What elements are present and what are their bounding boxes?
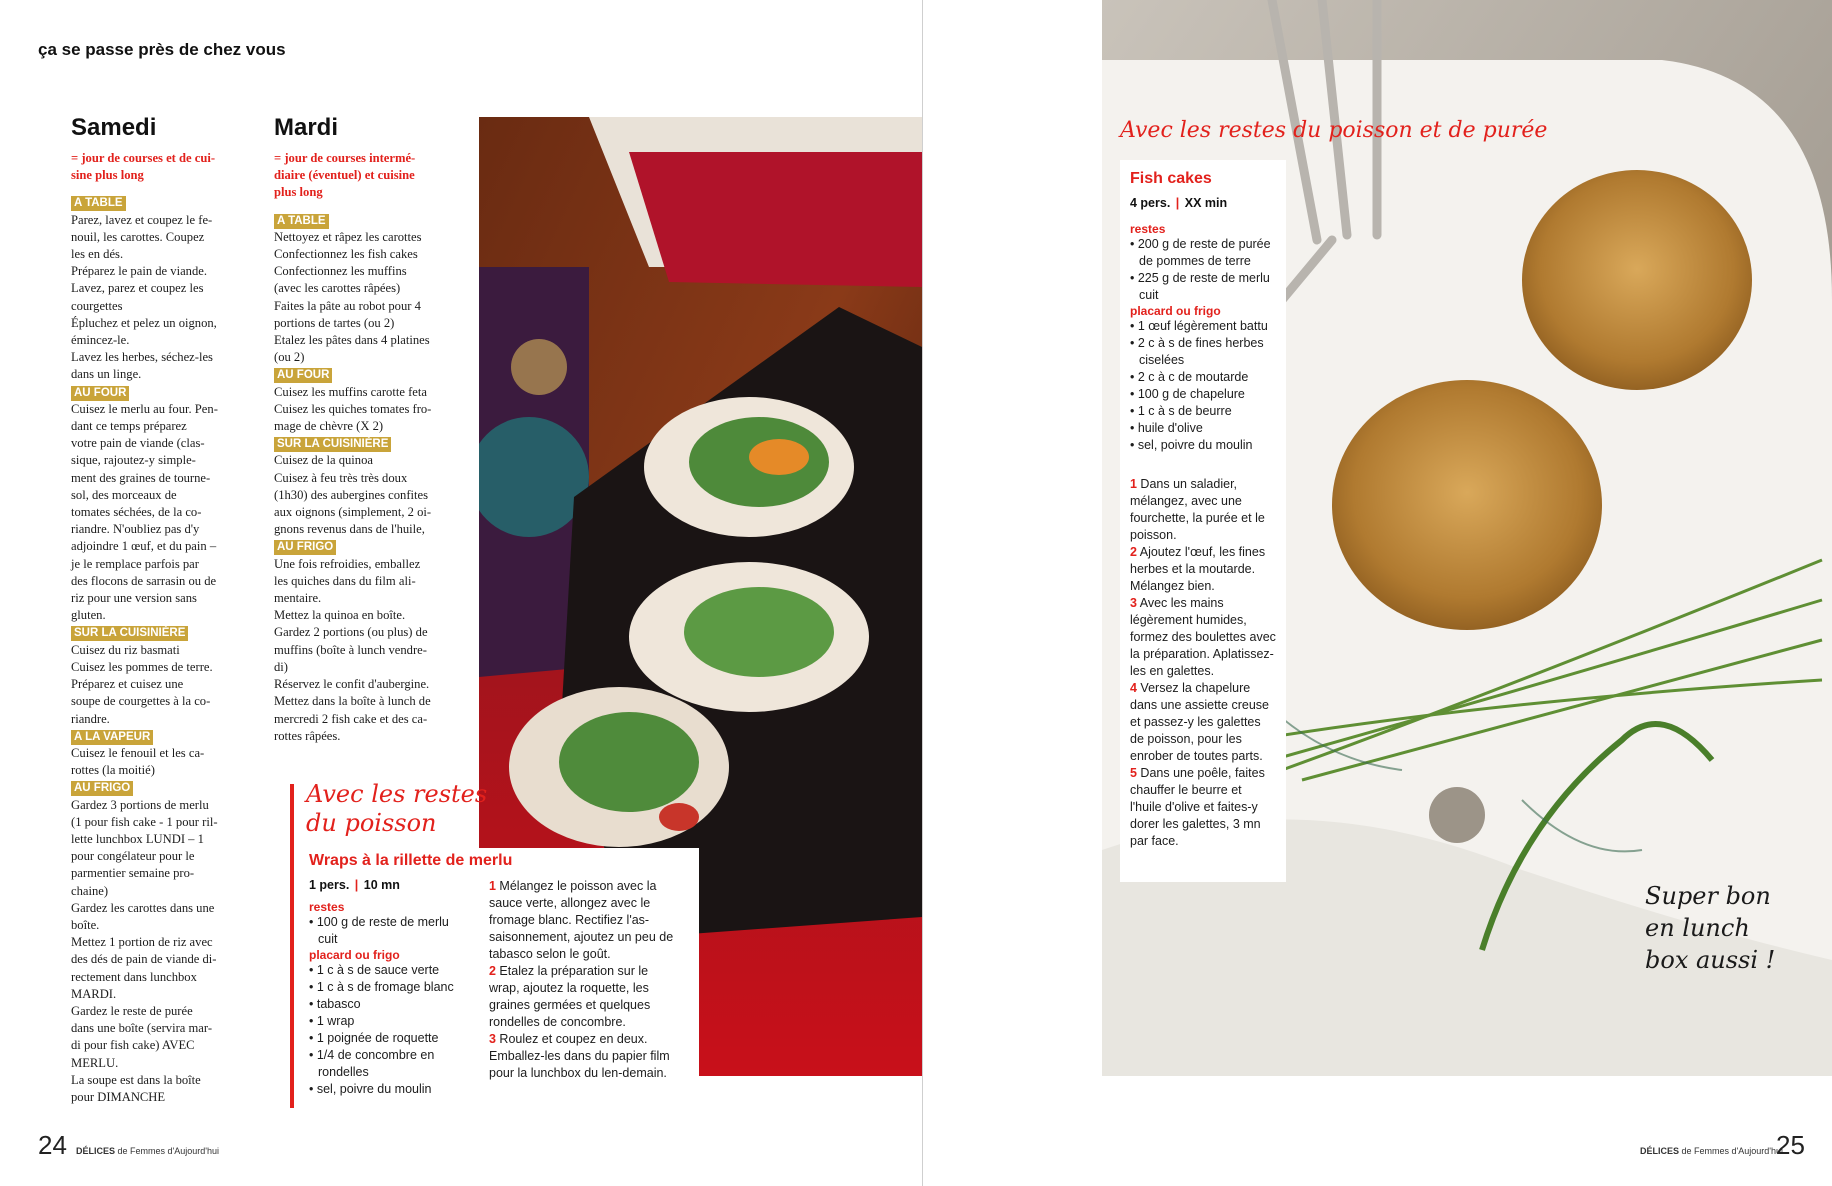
wraps-meta xyxy=(309,878,469,892)
mardi-text-line: les quiches dans du film ali- xyxy=(274,573,416,588)
mardi-text-line: Etalez les pâtes dans 4 platines xyxy=(274,333,430,348)
samedi-text-line: Gardez les carottes dans une xyxy=(71,900,215,915)
fishcakes-ingredient: • 2 c à c de moutarde xyxy=(1130,370,1249,384)
samedi-text-line: Mettez 1 portion de riz avec xyxy=(71,935,213,950)
samedi-text-line: parmentier semaine pro- xyxy=(71,866,195,881)
samedi-text-line: riandre. xyxy=(71,711,110,726)
samedi-text-line: sol, des morceaux de xyxy=(71,487,177,502)
handwritten-line: Super bon xyxy=(1645,882,1771,910)
wraps-steps xyxy=(489,878,679,1098)
samedi-text-line: Cuisez les pommes de terre. xyxy=(71,659,213,674)
samedi-text-line: Lavez, parez et coupez les xyxy=(71,281,204,296)
samedi-text-line: gluten. xyxy=(71,608,106,623)
samedi-category-tag: AU FOUR xyxy=(71,386,129,401)
mardi-text-line: Cuisez les quiches tomates fro- xyxy=(274,401,432,416)
wraps-step-text: Etalez la préparation sur le wrap, ajoutez la roquette, les graines germées et quelques rondelles de concombre. xyxy=(489,964,651,1029)
mardi-text-line: (avec les carottes râpées) xyxy=(274,281,401,296)
fishcakes-ingredient: • sel, poivre du moulin xyxy=(1130,438,1253,452)
fishcakes-ingredient: • 1 c à s de beurre xyxy=(1130,404,1232,418)
fishcakes-step-number: 1 xyxy=(1130,477,1137,491)
mardi-text-line: Confectionnez les fish cakes xyxy=(274,247,418,262)
wraps-script-heading xyxy=(306,780,487,838)
samedi-category-tag: A LA VAPEUR xyxy=(71,730,153,745)
mardi-text-line: (ou 2) xyxy=(274,350,305,365)
samedi-column xyxy=(71,114,236,1106)
fishcakes-script-title: Avec les restes du poisson et de purée xyxy=(1120,118,1548,143)
samedi-text-line: di pour fish cake) AVEC xyxy=(71,1038,195,1053)
fishcakes-step-text: Versez la chapelure dans une assiette creuse et passez-y les galettes de poisson, pour les enrober de toutes parts. xyxy=(1130,681,1269,763)
wraps-ingredient: • 1 c à s de fromage blanc xyxy=(309,980,454,994)
wraps-ingredient: • 100 g de reste de merlu cuit xyxy=(309,915,449,946)
samedi-text-line: adjoindre 1 œuf, et du pain – xyxy=(71,539,217,554)
samedi-text-line: Lavez les herbes, séchez-les xyxy=(71,350,213,365)
samedi-blocks xyxy=(71,194,236,1106)
fishcakes-placard-label: placard ou frigo xyxy=(1130,304,1221,318)
samedi-text-line: MARDI. xyxy=(71,986,117,1001)
handwritten-line: en lunch xyxy=(1645,914,1750,942)
handwritten-line: box aussi ! xyxy=(1645,946,1776,974)
mardi-text-line: Nettoyez et râpez les carottes xyxy=(274,229,422,244)
wraps-step xyxy=(489,963,679,1031)
mardi-intro-line: plus long xyxy=(274,185,323,200)
samedi-title: Samedi xyxy=(71,114,157,141)
fishcakes-restes-list xyxy=(1130,236,1276,304)
fishcakes-restes-label: restes xyxy=(1130,222,1166,236)
fishcakes-step xyxy=(1130,476,1276,544)
mardi-category-tag: AU FRIGO xyxy=(274,540,336,555)
wraps-ingredient: • tabasco xyxy=(309,997,361,1011)
wraps-ingredient: • 1 poignée de roquette xyxy=(309,1031,439,1045)
mardi-text-line: Faites la pâte au robot pour 4 xyxy=(274,298,421,313)
fishcakes-meta xyxy=(1130,196,1276,210)
right-magazine-name: DÉLICES de Femmes d'Aujourd'hui xyxy=(1640,1146,1784,1156)
samedi-text-line: Préparez le pain de viande. xyxy=(71,264,208,279)
samedi-text-line: lette lunchbox LUNDI – 1 xyxy=(71,831,204,846)
mardi-text-line: Confectionnez les muffins xyxy=(274,264,407,279)
fishcakes-step-text: Dans un saladier, mélangez, avec une fourchette, la purée et le poisson. xyxy=(1130,477,1265,542)
wraps-ingredient: • 1 c à s de sauce verte xyxy=(309,963,440,977)
wraps-step xyxy=(489,1031,679,1082)
mardi-text-line: Une fois refroidies, emballez xyxy=(274,556,421,571)
fishcakes-step-text: Avec les mains légèrement humides, formez des boulettes avec la préparation. Aplatissez-les en galettes. xyxy=(1130,596,1276,678)
mardi-category-tag: A TABLE xyxy=(274,214,329,229)
fishcakes-step xyxy=(1130,595,1276,680)
fishcakes-step-number: 3 xyxy=(1130,596,1137,610)
samedi-text-line: des dés de pain de viande di- xyxy=(71,952,217,967)
fishcakes-ingredient: • 225 g de reste de merlu cuit xyxy=(1130,271,1270,302)
mardi-title: Mardi xyxy=(274,114,339,141)
samedi-text-line: riz pour une version sans xyxy=(71,591,197,606)
samedi-text-line: dant ce temps préparez xyxy=(71,419,187,434)
fishcakes-placard-list xyxy=(1130,318,1276,454)
mardi-text-line: Mettez dans la boîte à lunch de xyxy=(274,694,431,709)
wraps-card xyxy=(297,848,699,1108)
wraps-red-rule xyxy=(290,784,294,1108)
fishcakes-title: Fish cakes xyxy=(1130,170,1212,187)
mardi-text-line: rottes râpées. xyxy=(274,728,341,743)
wraps-placard-label: placard ou frigo xyxy=(309,948,400,962)
samedi-text-line: des flocons de sarrasin ou de xyxy=(71,573,217,588)
samedi-intro-line: = jour de courses et de cui- xyxy=(71,151,216,165)
samedi-text-line: Cuisez le fenouil et les ca- xyxy=(71,745,205,760)
samedi-text-line: Préparez et cuisez une xyxy=(71,677,184,692)
samedi-text-line: ment des graines de tourne- xyxy=(71,470,211,485)
wraps-restes-list xyxy=(309,914,469,948)
samedi-text-line: je le remplace parfois par xyxy=(71,556,199,571)
samedi-category-tag: AU FRIGO xyxy=(71,781,133,796)
mardi-intro xyxy=(274,150,444,202)
mardi-text-line: mercredi 2 fish cake et des ca- xyxy=(274,711,428,726)
mardi-column xyxy=(274,114,444,745)
fishcakes-ingredient: • 1 œuf légèrement battu xyxy=(1130,319,1268,333)
fishcakes-step-text: Ajoutez l'œuf, les fines herbes et la moutarde. Mélangez bien. xyxy=(1130,545,1266,593)
wraps-step-text: Roulez et coupez en deux. Emballez-les dans du papier film pour la lunchbox du len-demain. xyxy=(489,1032,670,1080)
fishcakes-step-number: 2 xyxy=(1130,545,1137,559)
mardi-text-line: Gardez 2 portions (ou plus) de xyxy=(274,625,428,640)
wraps-step-number: 1 xyxy=(489,879,496,893)
fishcakes-step-number: 4 xyxy=(1130,681,1137,695)
samedi-category-tag: A TABLE xyxy=(71,196,126,211)
mardi-text-line: mage de chèvre (X 2) xyxy=(274,419,384,434)
wraps-ingredient: • sel, poivre du moulin xyxy=(309,1082,432,1096)
wraps-step-number: 2 xyxy=(489,964,496,978)
wraps-placard-list xyxy=(309,962,469,1098)
samedi-text-line: (1 pour fish cake - 1 pour ril- xyxy=(71,814,218,829)
wraps-time: 10 mn xyxy=(363,878,400,892)
fishcakes-ingredient: • 200 g de reste de purée de pommes de terre xyxy=(1130,237,1271,268)
wraps-step xyxy=(489,878,679,963)
mardi-text-line: Cuisez de la quinoa xyxy=(274,453,373,468)
left-page-number: 24 xyxy=(38,1130,67,1160)
wraps-title: Wraps à la rillette de merlu xyxy=(309,852,513,869)
samedi-text-line: Cuisez le merlu au four. Pen- xyxy=(71,401,218,416)
fishcakes-ingredient: • 2 c à s de fines herbes ciselées xyxy=(1130,336,1264,367)
mardi-text-line: Cuisez à feu très très doux xyxy=(274,470,408,485)
wraps-restes-label: restes xyxy=(309,900,345,914)
wraps-sep: | xyxy=(354,878,359,892)
samedi-text-line: tomates séchées, de la co- xyxy=(71,505,202,520)
samedi-text-line: sique, rajoutez-y simple- xyxy=(71,453,196,468)
wraps-ingredient: • 1 wrap xyxy=(309,1014,355,1028)
samedi-text-line: les en dés. xyxy=(71,247,124,262)
fishcakes-ingredient: • 100 g de chapelure xyxy=(1130,387,1245,401)
mardi-text-line: aux oignons (simplement, 2 oi- xyxy=(274,505,432,520)
samedi-intro-line: sine plus long xyxy=(71,168,144,183)
handwritten-note xyxy=(1645,880,1775,976)
samedi-text-line: rottes (la moitié) xyxy=(71,763,155,778)
fishcakes-step-text: Dans une poêle, faites chauffer le beurre et l'huile d'olive et faites-y dorer les galettes, 3 mn par face. xyxy=(1130,766,1265,848)
samedi-text-line: Gardez le reste de purée xyxy=(71,1003,193,1018)
samedi-text-line: La soupe est dans la boîte xyxy=(71,1072,201,1087)
samedi-text-line: MERLU. xyxy=(71,1055,119,1070)
samedi-text-line: pour congélateur pour le xyxy=(71,849,195,864)
mardi-text-line: Réservez le confit d'aubergine. xyxy=(274,677,430,692)
mardi-blocks xyxy=(274,212,444,745)
samedi-text-line: votre pain de viande (clas- xyxy=(71,436,205,451)
fishcakes-step xyxy=(1130,544,1276,595)
left-magazine-name: DÉLICES de Femmes d'Aujourd'hui xyxy=(76,1146,220,1156)
samedi-text-line: Gardez 3 portions de merlu xyxy=(71,797,209,812)
samedi-text-line: chaine) xyxy=(71,883,109,898)
wraps-servings: 1 pers. xyxy=(309,878,350,892)
wraps-step-text: Mélangez le poisson avec la sauce verte, allongez avec le fromage blanc. Rectifiez l'as-saisonnement, ajoutez un peu de tabasco selon le goût. xyxy=(489,879,674,961)
mardi-text-line: Mettez la quinoa en boîte. xyxy=(274,608,406,623)
fishcakes-step xyxy=(1130,765,1276,850)
mardi-category-tag: AU FOUR xyxy=(274,368,332,383)
samedi-text-line: riandre. N'oubliez pas d'y xyxy=(71,522,200,537)
mardi-text-line: mentaire. xyxy=(274,591,322,606)
fishcakes-ingredient: • huile d'olive xyxy=(1130,421,1203,435)
samedi-category-tag: SUR LA CUISINIÈRE xyxy=(71,626,188,641)
wraps-script-line1: Avec les restes xyxy=(306,780,488,808)
fishcakes-time: XX min xyxy=(1184,196,1228,210)
samedi-text-line: dans un linge. xyxy=(71,367,142,382)
samedi-text-line: Cuisez du riz basmati xyxy=(71,642,180,657)
mardi-text-line: portions de tartes (ou 2) xyxy=(274,315,395,330)
samedi-intro xyxy=(71,150,236,184)
mardi-category-tag: SUR LA CUISINIÈRE xyxy=(274,437,391,452)
fishcakes-card xyxy=(1120,160,1286,882)
samedi-text-line: Épluchez et pelez un oignon, xyxy=(71,315,217,330)
mardi-text-line: (1h30) des aubergines confites xyxy=(274,487,428,502)
wraps-ingredients xyxy=(309,878,469,1098)
mardi-text-line: Cuisez les muffins carotte feta xyxy=(274,384,427,399)
fishcakes-step-number: 5 xyxy=(1130,766,1137,780)
wraps-ingredient: • 1/4 de concombre en rondelles xyxy=(309,1048,435,1079)
samedi-text-line: boîte. xyxy=(71,917,100,932)
page-gutter xyxy=(922,0,923,1186)
mardi-text-line: di) xyxy=(274,659,288,674)
samedi-text-line: émincez-le. xyxy=(71,333,130,348)
wraps-step-number: 3 xyxy=(489,1032,496,1046)
fishcakes-servings: 4 pers. xyxy=(1130,196,1171,210)
fishcakes-step xyxy=(1130,680,1276,765)
mardi-text-line: gnons revenus dans de l'huile, xyxy=(274,522,425,537)
mardi-intro-line: diaire (éventuel) et cuisine xyxy=(274,168,415,183)
samedi-text-line: pour DIMANCHE xyxy=(71,1089,166,1104)
fishcakes-steps xyxy=(1130,476,1276,850)
samedi-text-line: courgettes xyxy=(71,298,123,313)
samedi-text-line: soupe de courgettes à la co- xyxy=(71,694,211,709)
wraps-script-line2: du poisson xyxy=(306,809,437,837)
right-page-number: 25 xyxy=(1776,1130,1805,1160)
section-label: ça se passe près de chez vous xyxy=(38,40,286,59)
mardi-intro-line: = jour de courses intermé- xyxy=(274,151,416,165)
fishcakes-sep: | xyxy=(1175,196,1180,210)
samedi-text-line: rectement dans lunchbox xyxy=(71,969,197,984)
samedi-text-line: Parez, lavez et coupez le fe- xyxy=(71,212,213,227)
samedi-text-line: dans une boîte (servira mar- xyxy=(71,1021,213,1036)
samedi-text-line: nouil, les carottes. Coupez xyxy=(71,229,205,244)
mardi-text-line: muffins (boîte à lunch vendre- xyxy=(274,642,427,657)
